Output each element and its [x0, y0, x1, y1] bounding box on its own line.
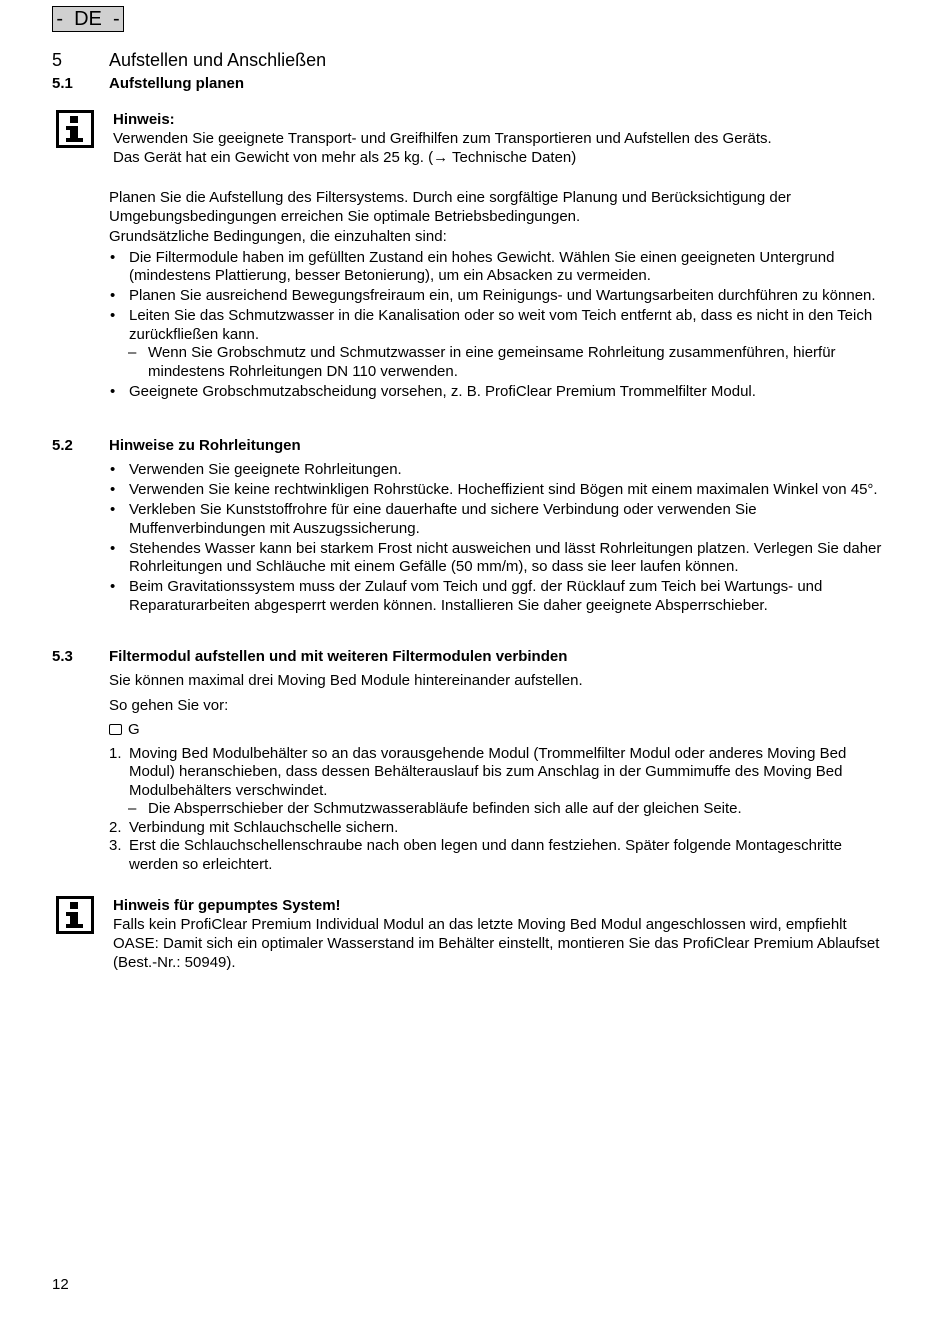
step-text: Erst die Schlauchschellenschraube nach oben legen und dann festziehen. Später folgende Montageschritte werden so erleichtert. — [129, 837, 842, 873]
section-5-2-body — [109, 461, 889, 617]
step-item — [109, 745, 889, 819]
figure-reference — [109, 721, 889, 740]
step-result-list — [129, 800, 889, 819]
step-item — [109, 819, 889, 838]
step-number: 2. — [109, 818, 122, 836]
page-number: 12 — [52, 1276, 69, 1293]
list-item-text: Leiten Sie das Schmutzwasser in die Kanalisation oder so weit vom Teich entfernt ab, dass es nicht in den Teich zurückfließen kann. — [129, 307, 873, 343]
list-item: • Geeignete Grobschmutzabscheidung vorsehen, z. B. ProfiClear Premium Trommelfilter Modul. — [109, 383, 889, 402]
info-icon — [56, 110, 94, 148]
step-number: 3. — [109, 837, 122, 854]
note-title: Hinweis: — [113, 111, 175, 128]
subsection-title: Filtermodul aufstellen und mit weiteren Filtermodulen verbinden — [109, 648, 568, 665]
list-item: • Stehendes Wasser kann bei starkem Frost nicht ausweichen und lässt Rohrleitungen platzen. Verlegen Sie daher Rohrleitungen und Schläuche mit einem Gefälle (50 mm/m), so dass sie leer laufen können. — [109, 540, 889, 577]
subsection-number: 5.2 — [52, 437, 73, 454]
list-item: • Die Filtermodule haben im gefüllten Zustand ein hohes Gewicht. Wählen Sie einen geeigneten Untergrund (mindestens Plattierung, besser Betonierung), um ein Absacken zu vermeiden. — [109, 249, 889, 286]
info-icon — [56, 896, 94, 934]
list-item: • Verwenden Sie keine rechtwinkligen Rohrstücke. Hocheffizient sind Bögen mit einem maximalen Winkel von 45°. — [109, 481, 889, 500]
procedure-steps — [109, 745, 889, 875]
step-text: Verbindung mit Schlauchschelle sichern. — [129, 818, 399, 836]
list-item: • Verkleben Sie Kunststoffrohre für eine dauerhafte und sichere Verbindung oder verwenden Sie Muffenverbindungen mit Auszugssicherung. — [109, 501, 889, 538]
step-item — [109, 837, 889, 874]
figure-box-icon — [109, 724, 122, 735]
intro-paragraph: Sie können maximal drei Moving Bed Module hintereinander aufstellen. — [109, 672, 583, 689]
figure-reference-label: G — [128, 721, 140, 738]
sub-list-item: – Wenn Sie Grobschmutz und Schmutzwasser in eine gemeinsame Rohrleitung zusammenführen, hierfür mindestens Rohrleitungen DN 110 verwenden. — [109, 344, 889, 381]
section-5-3-body — [109, 672, 889, 874]
note-text: Falls kein ProfiClear Premium Individual Modul an das letzte Moving Bed Modul angeschlossen wird, empfiehlt OASE: Damit sich ein optimaler Wasserstand im Behälter einstellt, montieren Sie das ProfiClear Premium Ablaufset (Best.-Nr.: 50949). — [113, 916, 880, 971]
list-item — [109, 307, 889, 381]
conditions-list — [109, 249, 889, 402]
sub-list — [129, 344, 889, 381]
section-5-1-body — [109, 189, 889, 403]
note-hint — [113, 110, 893, 167]
note-pumped-system — [113, 896, 893, 972]
intro-paragraph: Planen Sie die Aufstellung des Filtersystems. Durch eine sorgfältige Planung und Berücksichtigung der Umgebungsbedingungen erreichen Sie optimale Betriebsbedingungen. — [109, 189, 792, 225]
step-text: Moving Bed Modulbehälter so an das vorausgehende Modul (Trommelfilter Modul oder anderes Moving Bed Modul) heranschieben, dass dessen Behälterauslauf bis zum Anschlag in der Gummimuffe des Moving Bed Modulbehälters verschwindet. — [129, 744, 847, 799]
section-title: Aufstellen und Anschließen — [109, 50, 327, 70]
section-number: 5 — [52, 50, 63, 70]
list-item: • Verwenden Sie geeignete Rohrleitungen. — [109, 461, 889, 480]
subsection-title: Aufstellung planen — [109, 75, 244, 92]
language-tab: - DE - — [52, 6, 124, 32]
list-item: • Beim Gravitationssystem muss der Zulauf vom Teich und ggf. der Rücklauf zum Teich bei Wartungs- und Reparaturarbeiten abgesperrt werden können. Installieren Sie daher geeignete Absperrschieber. — [109, 578, 889, 615]
subsection-number: 5.3 — [52, 648, 73, 665]
subsection-title: Hinweise zu Rohrleitungen — [109, 437, 301, 454]
step-number: 1. — [109, 744, 122, 762]
note-line: Das Gerät hat ein Gewicht von mehr als 25 kg. (→ Technische Daten) — [113, 149, 577, 166]
note-line: Verwenden Sie geeignete Transport- und Greifhilfen zum Transportieren und Aufstellen des Geräts. — [113, 130, 772, 147]
list-item: • Planen Sie ausreichend Bewegungsfreiraum ein, um Reinigungs- und Wartungsarbeiten durchführen zu können. — [109, 287, 889, 306]
conditions-label: Grundsätzliche Bedingungen, die einzuhalten sind: — [109, 228, 447, 245]
note-title: Hinweis für gepumptes System! — [113, 897, 341, 914]
step-result: – Die Absperrschieber der Schmutzwasserabläufe befinden sich alle auf der gleichen Seite. — [109, 800, 889, 819]
subsection-number: 5.1 — [52, 75, 73, 92]
procedure-label: So gehen Sie vor: — [109, 696, 229, 714]
pipe-hints-list — [109, 461, 889, 615]
